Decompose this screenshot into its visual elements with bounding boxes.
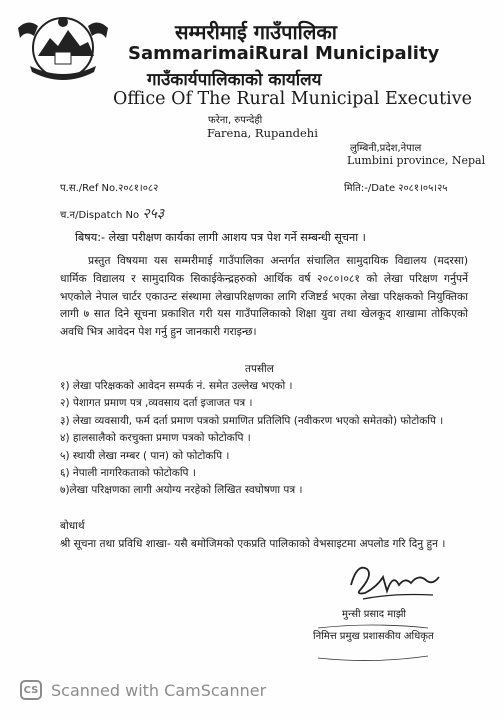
signatory-name: मुन्सी प्रसाद माझी bbox=[342, 609, 406, 620]
signatory-role: निमित्त प्रमुख प्रशासकीय अधिकृत bbox=[313, 631, 434, 642]
list-item: ५) स्थायी लेखा नम्बर ( पान) को फोटोकपि । bbox=[60, 449, 230, 462]
list-item: ६) नेपाली नागरिकताको फोटोकपि । bbox=[60, 467, 196, 480]
office-name-devanagari: गाउँकार्यपालिकाको कार्यालय bbox=[147, 70, 322, 90]
note-body: श्री सूचना तथा प्रविधि शाखा- यसै बमोजिमको एकप्रति पालिकाको वेभसाइटमा अपलोड गरि दिनु हुन । bbox=[60, 538, 446, 550]
municipality-name-english: SammarimaiRural Municipality bbox=[128, 43, 440, 64]
province-devanagari: लुम्बिनी,प्रदेश,नेपाल bbox=[350, 143, 422, 154]
camscanner-watermark: Scanned with CamScanner bbox=[51, 681, 267, 700]
list-item: ३) लेखा व्यवसायी, फर्म दर्ता प्रमाण पत्रको प्रमाणित प्रतिलिपि (नवीकरण भएको समेतको) फोटोकपि । bbox=[60, 414, 444, 427]
list-item: ७)लेखा परिक्षणका लागी अयोग्य नरहेको लिखित स्वघोषणा पत्र । bbox=[60, 484, 303, 497]
office-name-english: Office Of The Rural Municipal Executive bbox=[113, 89, 472, 109]
address-devanagari: फरेना, रुपन्देही bbox=[208, 115, 263, 126]
dispatch-number: २५३ bbox=[142, 206, 165, 222]
reference-number: प.स./Ref No.२०८१।०८२ bbox=[60, 183, 159, 194]
list-item: १) लेखा परिक्षकको आवेदन सम्पर्क नं. समेत उल्लेख भएको । bbox=[60, 380, 293, 392]
address-english: Farena, Rupandehi bbox=[207, 126, 318, 140]
dispatch-line bbox=[60, 204, 164, 223]
municipality-name-devanagari: सम्मरीमाई गाउँपालिका bbox=[175, 20, 337, 44]
dispatch-label: च.न/Dispatch No bbox=[60, 210, 140, 221]
note-title: बोधार्थ bbox=[60, 520, 85, 532]
subject-line: बिषय:- लेखा परीक्षण कार्यका लागी आशय पत्र पेश गर्ने सम्बन्धी सूचना । bbox=[75, 231, 366, 244]
requirements-list bbox=[60, 378, 466, 500]
official-stamp bbox=[312, 620, 432, 664]
municipality-emblem-icon bbox=[10, 8, 116, 90]
handwritten-signature bbox=[343, 555, 443, 605]
list-item: २) पेशागत प्रमाण पत्र ,व्यवसाय दर्ता इजाजत पत्र । bbox=[60, 397, 253, 410]
letter-date: मिति:-/Date २०८१।०५।२५ bbox=[344, 183, 448, 194]
province-english: Lumbini province, Nepal bbox=[347, 154, 486, 167]
camscanner-logo-icon: CS bbox=[20, 680, 42, 700]
list-item: ४) हालसालैको करचुक्ता प्रमाण पत्रको फोटोकपि । bbox=[60, 432, 251, 445]
requirements-title: तपसील bbox=[245, 363, 274, 375]
body-paragraph: प्रस्तुत विषयमा यस सम्मरीमाई गाउँपालिका अन्तर्गत संचालित सामुदायिक विद्यालय (मदरसा) धार्मिक विद्यालय र सामुदायिक सिकाईकेन्द्रहरुको आर्थिक वर्ष २०८०।०८१ को लेखा परिक्षण गर्नुपर्ने भएकोले नेपाल चार्टर एकाउन्ट संस्थामा लेखापरिक्षणका लागि रजिष्टर्ड भएका लेखा परिक्षकको नियुक्तिका लागी ७ सात दिने सूचना प्रकाशित गरी यस गाउँपालिकाको शिक्षा युवा तथा खेलकूद शाखामा तोकिएको अवधि भित्र आवेदन पेश गर्नु हुन जानकारी गराइन्छ। bbox=[60, 254, 468, 339]
